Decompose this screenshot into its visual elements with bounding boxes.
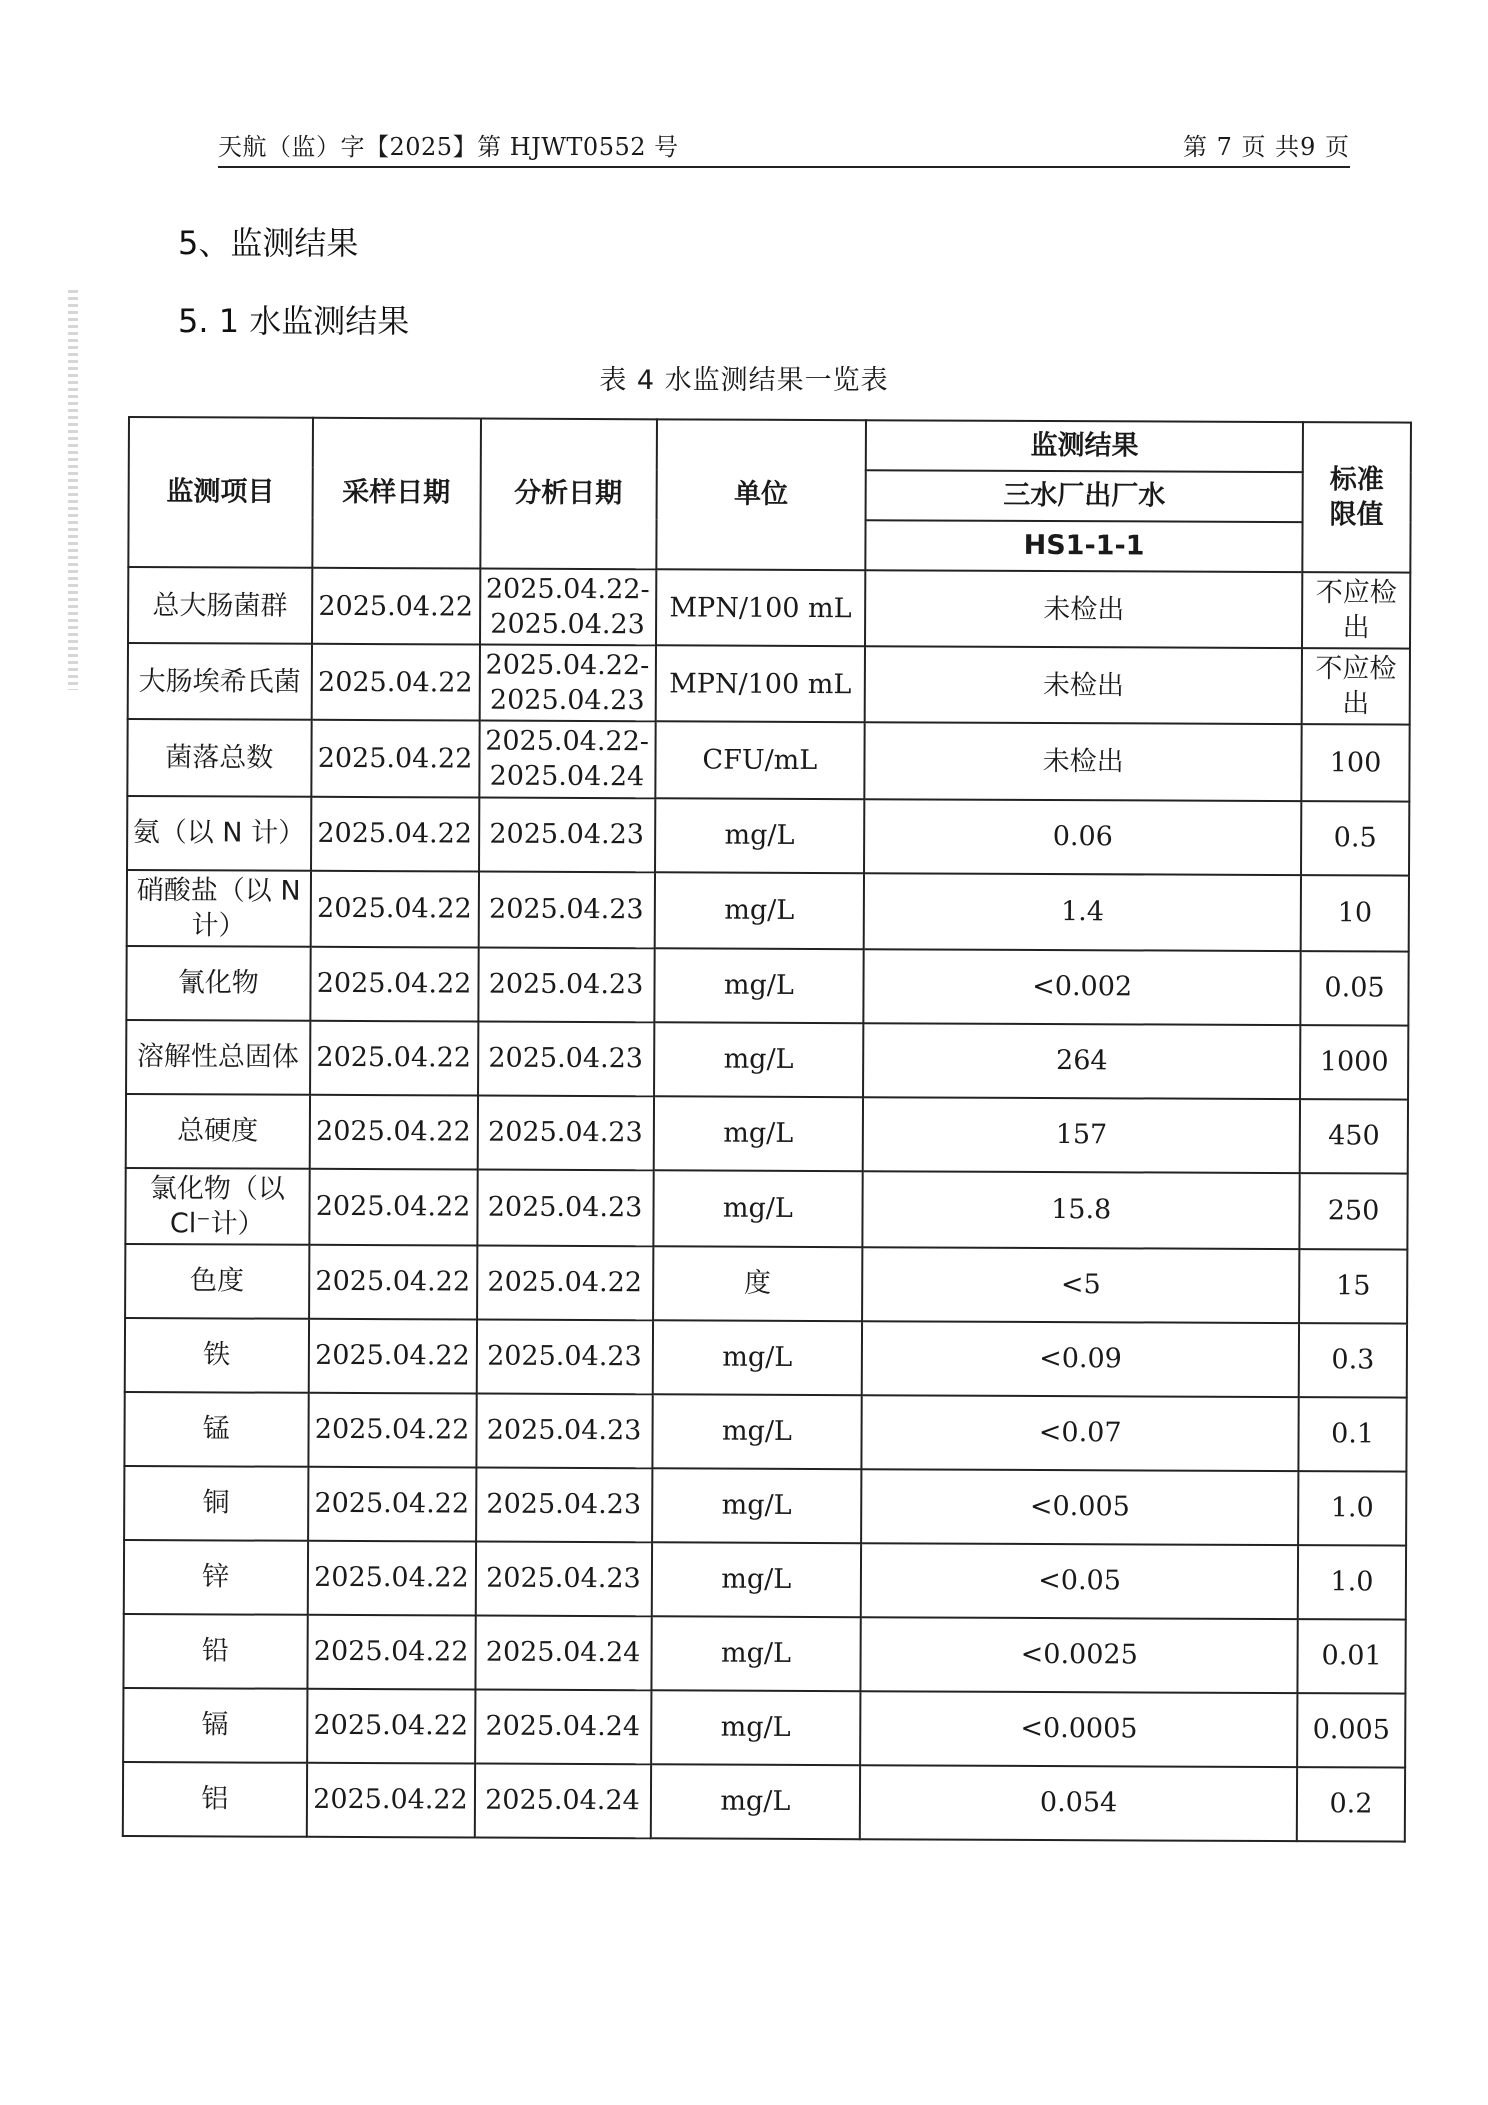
- cell-item: 大肠埃希氏菌: [128, 643, 312, 720]
- cell-limit: 不应检出: [1302, 572, 1410, 649]
- cell-limit: 100: [1301, 724, 1409, 801]
- cell-unit: mg/L: [655, 798, 865, 873]
- section-title-water-results: 5. 1 水监测结果: [178, 302, 410, 340]
- table-row: [124, 1540, 1406, 1620]
- cell-item: 总硬度: [126, 1094, 310, 1169]
- table-row: [123, 1614, 1405, 1694]
- cell-unit: mg/L: [651, 1616, 861, 1691]
- cell-sample-date: 2025.04.22: [310, 870, 478, 947]
- cell-result: 0.054: [860, 1765, 1297, 1841]
- cell-limit: 1.0: [1298, 1545, 1406, 1619]
- cell-analysis-date: 2025.04.24: [475, 1615, 651, 1690]
- header-sample-date: 采样日期: [312, 418, 481, 569]
- table-caption: 表 4 水监测结果一览表: [599, 365, 889, 396]
- cell-limit: 1.0: [1298, 1471, 1406, 1545]
- cell-limit: 0.2: [1297, 1767, 1405, 1841]
- cell-sample-date: 2025.04.22: [311, 720, 479, 797]
- cell-unit: mg/L: [652, 1320, 862, 1395]
- cell-result: 0.06: [864, 799, 1301, 875]
- cell-unit: mg/L: [651, 1542, 861, 1617]
- cell-item: 铜: [124, 1466, 308, 1541]
- cell-item: 氯化物（以 Cl⁻计）: [125, 1168, 309, 1245]
- cell-unit: 度: [653, 1246, 863, 1321]
- cell-item: 色度: [125, 1244, 309, 1319]
- table-row: [127, 796, 1409, 876]
- cell-limit: 10: [1301, 875, 1409, 952]
- cell-limit: 450: [1300, 1099, 1408, 1173]
- cell-limit: 0.01: [1297, 1619, 1405, 1693]
- cell-sample-date: 2025.04.22: [310, 1021, 478, 1096]
- cell-limit: 0.005: [1297, 1693, 1405, 1767]
- cell-unit: mg/L: [651, 1690, 861, 1765]
- cell-limit: 0.1: [1298, 1397, 1406, 1471]
- cell-analysis-date: 2025.04.23: [479, 797, 655, 872]
- page-number: 第 7 页 共9 页: [1182, 133, 1350, 161]
- cell-unit: mg/L: [652, 1468, 862, 1543]
- cell-item: 锰: [124, 1392, 308, 1467]
- table-row: [128, 567, 1410, 649]
- cell-unit: mg/L: [652, 1394, 862, 1469]
- table-row: [128, 643, 1410, 725]
- cell-unit: MPN/100 mL: [655, 645, 865, 722]
- cell-unit: mg/L: [653, 1170, 863, 1247]
- table-row: [127, 719, 1409, 801]
- cell-sample-date: 2025.04.22: [312, 568, 480, 645]
- table-row: [125, 1318, 1407, 1398]
- table-row: [125, 1168, 1407, 1250]
- cell-result: 1.4: [864, 873, 1301, 951]
- document-number: 天航（监）字【2025】第 HJWT0552 号: [218, 133, 679, 161]
- cell-unit: mg/L: [653, 1096, 863, 1171]
- cell-result: 未检出: [865, 570, 1302, 648]
- cell-item: 铁: [125, 1318, 309, 1393]
- cell-sample-date: 2025.04.22: [309, 1095, 477, 1170]
- cell-analysis-date: 2025.04.23: [478, 947, 654, 1022]
- cell-analysis-date: 2025.04.23: [477, 1095, 653, 1170]
- cell-item: 镉: [123, 1688, 307, 1763]
- cell-analysis-date: 2025.04.22-2025.04.23: [480, 569, 656, 646]
- page-header: [218, 128, 1350, 168]
- cell-result: <0.09: [862, 1321, 1299, 1397]
- table-row: [124, 1392, 1406, 1472]
- section-title-results: 5、监测结果: [178, 224, 359, 262]
- cell-unit: mg/L: [654, 872, 864, 949]
- cell-result: 15.8: [863, 1171, 1300, 1249]
- water-results-table: [122, 416, 1412, 1843]
- cell-result: <0.0025: [861, 1617, 1298, 1693]
- cell-result: <0.005: [861, 1469, 1298, 1545]
- cell-analysis-date: 2025.04.23: [476, 1393, 652, 1468]
- cell-analysis-date: 2025.04.23: [477, 1169, 653, 1246]
- cell-result: <0.05: [861, 1543, 1298, 1619]
- header-site: 三水厂出厂水: [866, 470, 1303, 522]
- cell-result: 157: [863, 1097, 1300, 1173]
- header-limit: 标准限值: [1302, 422, 1411, 572]
- header-result: 监测结果: [866, 420, 1303, 472]
- cell-sample-date: 2025.04.22: [310, 947, 478, 1022]
- cell-result: 未检出: [865, 723, 1302, 801]
- table-row: [126, 1020, 1408, 1100]
- cell-limit: 1000: [1300, 1025, 1408, 1099]
- header-analysis-date: 分析日期: [480, 419, 657, 570]
- cell-sample-date: 2025.04.22: [307, 1615, 475, 1690]
- cell-item: 铅: [123, 1614, 307, 1689]
- cell-limit: 0.5: [1301, 801, 1409, 875]
- cell-sample-date: 2025.04.22: [309, 1245, 477, 1320]
- cell-item: 菌落总数: [127, 719, 311, 796]
- cell-analysis-date: 2025.04.22-2025.04.23: [479, 645, 655, 722]
- cell-analysis-date: 2025.04.22: [477, 1245, 653, 1320]
- cell-sample-date: 2025.04.22: [308, 1393, 476, 1468]
- table-row: [126, 946, 1408, 1026]
- cell-sample-date: 2025.04.22: [307, 1689, 475, 1764]
- cell-result: <5: [862, 1247, 1299, 1323]
- table-row: [126, 1094, 1408, 1174]
- cell-item: 锌: [124, 1540, 308, 1615]
- cell-result: <0.0005: [860, 1691, 1297, 1767]
- cell-result: 264: [863, 1023, 1300, 1099]
- cell-item: 硝酸盐（以 N 计）: [127, 870, 311, 947]
- cell-limit: 0.3: [1299, 1323, 1407, 1397]
- cell-analysis-date: 2025.04.23: [475, 1541, 651, 1616]
- table-row: [125, 1244, 1407, 1324]
- cell-sample-date: 2025.04.22: [311, 796, 479, 871]
- cell-item: 铝: [123, 1762, 307, 1837]
- table-row: [123, 1688, 1405, 1768]
- cell-result: <0.07: [862, 1395, 1299, 1471]
- cell-unit: mg/L: [654, 1022, 864, 1097]
- cell-analysis-date: 2025.04.24: [474, 1763, 650, 1838]
- header-item: 监测项目: [128, 417, 312, 568]
- cell-analysis-date: 2025.04.24: [475, 1689, 651, 1764]
- cell-unit: CFU/mL: [655, 722, 865, 799]
- cell-result: <0.002: [864, 949, 1301, 1025]
- cell-sample-date: 2025.04.22: [309, 1169, 477, 1246]
- cell-sample-date: 2025.04.22: [306, 1763, 474, 1838]
- cell-item: 溶解性总固体: [126, 1020, 310, 1095]
- cell-analysis-date: 2025.04.23: [478, 871, 654, 948]
- cell-item: 氰化物: [126, 946, 310, 1021]
- table-row: [124, 1466, 1406, 1546]
- cell-unit: mg/L: [650, 1764, 860, 1839]
- cell-analysis-date: 2025.04.23: [476, 1319, 652, 1394]
- cell-sample-date: 2025.04.22: [311, 644, 479, 721]
- cell-unit: MPN/100 mL: [656, 569, 866, 646]
- cell-analysis-date: 2025.04.23: [476, 1467, 652, 1542]
- cell-item: 总大肠菌群: [128, 567, 312, 644]
- cell-analysis-date: 2025.04.22-2025.04.24: [479, 721, 655, 798]
- cell-unit: mg/L: [654, 948, 864, 1023]
- cell-limit: 15: [1299, 1249, 1407, 1323]
- header-unit: 单位: [656, 419, 866, 570]
- scan-edge-artifact: [68, 290, 78, 690]
- table-row: [123, 1762, 1405, 1842]
- cell-limit: 不应检出: [1302, 648, 1410, 725]
- cell-item: 氨（以 N 计）: [127, 796, 311, 871]
- table-row: [127, 870, 1409, 952]
- results-body: [123, 567, 1411, 1842]
- cell-limit: 250: [1299, 1173, 1407, 1250]
- cell-sample-date: 2025.04.22: [308, 1319, 476, 1394]
- cell-analysis-date: 2025.04.23: [478, 1021, 654, 1096]
- cell-result: 未检出: [865, 646, 1302, 724]
- cell-sample-date: 2025.04.22: [308, 1467, 476, 1542]
- cell-limit: 0.05: [1300, 951, 1408, 1025]
- cell-sample-date: 2025.04.22: [307, 1541, 475, 1616]
- header-sample-id: HS1-1-1: [866, 520, 1303, 572]
